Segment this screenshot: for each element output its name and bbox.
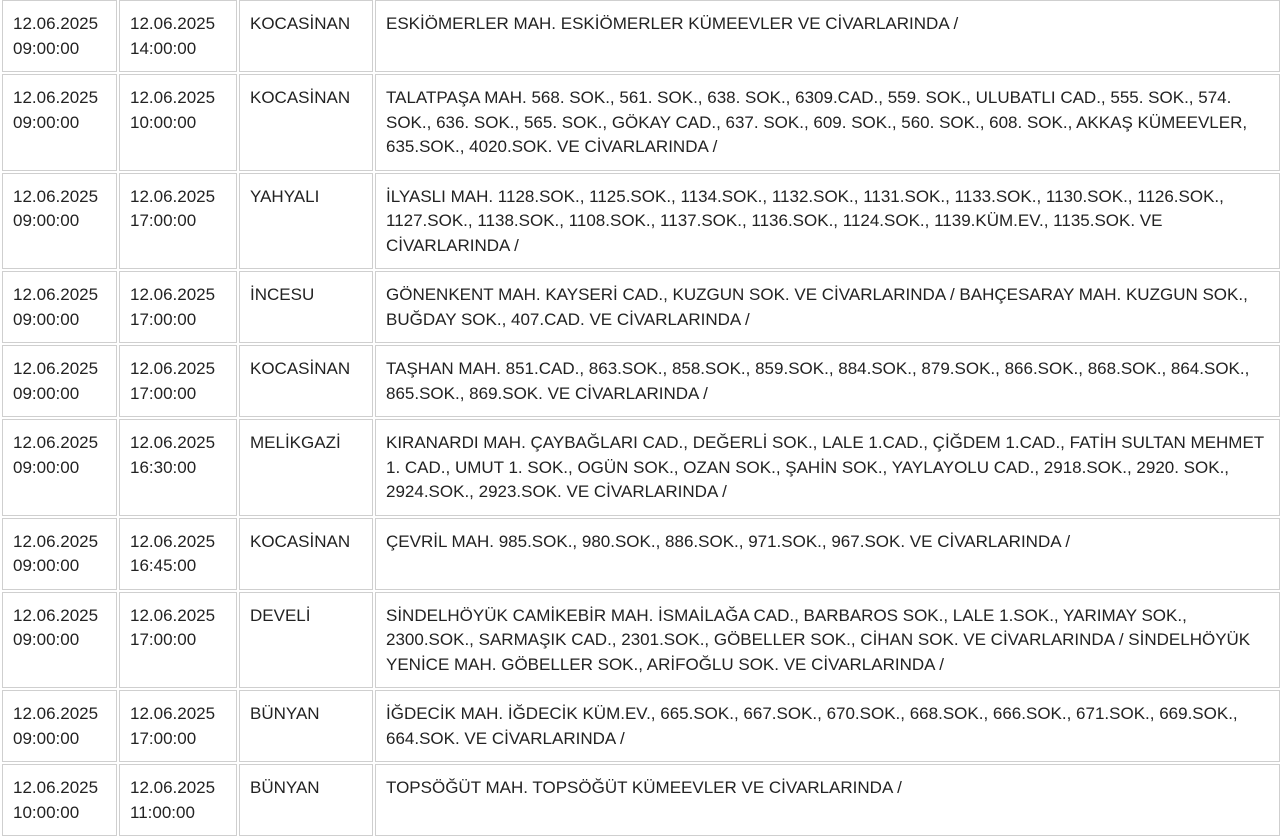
location-cell: GÖNENKENT MAH. KAYSERİ CAD., KUZGUN SOK. VE CİVARLARINDA / BAHÇESARAY MAH. KUZGUN SOK., BUĞDAY SOK., 407.CAD. VE CİVARLARINDA / bbox=[375, 271, 1280, 343]
end-time: 10:00:00 bbox=[130, 112, 197, 132]
table-row bbox=[2, 518, 1280, 590]
end-cell bbox=[119, 345, 237, 417]
start-date: 12.06.2025 bbox=[13, 778, 99, 797]
start-date: 12.06.2025 bbox=[13, 88, 99, 107]
table-row bbox=[2, 592, 1280, 689]
start-cell bbox=[2, 518, 117, 590]
start-date: 12.06.2025 bbox=[13, 359, 99, 378]
end-time: 17:00:00 bbox=[130, 309, 197, 329]
end-date: 12.06.2025 bbox=[130, 605, 216, 625]
end-time: 11:00:00 bbox=[130, 802, 195, 822]
start-time: 10:00:00 bbox=[13, 802, 80, 822]
end-cell bbox=[119, 419, 237, 516]
end-cell bbox=[119, 74, 237, 171]
location-cell: ÇEVRİL MAH. 985.SOK., 980.SOK., 886.SOK., 971.SOK., 967.SOK. VE CİVARLARINDA / bbox=[375, 518, 1280, 590]
end-cell bbox=[119, 764, 237, 836]
end-cell bbox=[119, 518, 237, 590]
start-cell bbox=[2, 345, 117, 417]
location-cell: ESKİÖMERLER MAH. ESKİÖMERLER KÜMEEVLER VE CİVARLARINDA / bbox=[375, 0, 1280, 72]
end-date: 12.06.2025 bbox=[130, 531, 216, 551]
start-cell bbox=[2, 690, 117, 762]
table-row bbox=[2, 345, 1280, 417]
start-time: 09:00:00 bbox=[13, 630, 80, 649]
end-date: 12.06.2025 bbox=[130, 359, 216, 378]
start-cell bbox=[2, 419, 117, 516]
end-cell bbox=[119, 0, 237, 72]
start-cell bbox=[2, 271, 117, 343]
end-date: 12.06.2025 bbox=[130, 433, 216, 452]
start-cell bbox=[2, 592, 117, 689]
start-cell bbox=[2, 0, 117, 72]
start-date: 12.06.2025 bbox=[13, 704, 99, 723]
district-cell: KOCASİNAN bbox=[239, 518, 373, 590]
location-cell: TOPSÖĞÜT MAH. TOPSÖĞÜT KÜMEEVLER VE CİVARLARINDA / bbox=[375, 764, 1280, 836]
end-cell bbox=[119, 592, 237, 689]
district-cell: İNCESU bbox=[239, 271, 373, 343]
district-cell: MELİKGAZİ bbox=[239, 419, 373, 516]
start-date: 12.06.2025 bbox=[13, 14, 99, 33]
end-date: 12.06.2025 bbox=[130, 88, 216, 107]
district-cell: BÜNYAN bbox=[239, 764, 373, 836]
end-cell bbox=[119, 271, 237, 343]
start-time: 09:00:00 bbox=[13, 457, 80, 477]
end-date: 12.06.2025 bbox=[130, 778, 216, 797]
district-cell: KOCASİNAN bbox=[239, 345, 373, 417]
district-cell: KOCASİNAN bbox=[239, 0, 373, 72]
table-row bbox=[2, 74, 1280, 171]
start-cell bbox=[2, 764, 117, 836]
table-row bbox=[2, 690, 1280, 762]
end-cell bbox=[119, 690, 237, 762]
end-date: 12.06.2025 bbox=[130, 704, 216, 723]
table-row bbox=[2, 419, 1280, 516]
district-cell: YAHYALI bbox=[239, 173, 373, 270]
end-date: 12.06.2025 bbox=[130, 285, 216, 304]
district-cell: KOCASİNAN bbox=[239, 74, 373, 171]
end-time: 17:00:00 bbox=[130, 630, 197, 649]
end-time: 17:00:00 bbox=[130, 383, 197, 403]
start-date: 12.06.2025 bbox=[13, 531, 99, 551]
end-time: 14:00:00 bbox=[130, 38, 197, 58]
start-time: 09:00:00 bbox=[13, 728, 80, 748]
start-time: 09:00:00 bbox=[13, 383, 80, 403]
start-time: 09:00:00 bbox=[13, 112, 80, 132]
location-cell: İĞDECİK MAH. İĞDECİK KÜM.EV., 665.SOK., 667.SOK., 670.SOK., 668.SOK., 666.SOK., 671.SOK., 669.SOK., 664.SOK. VE CİVARLARINDA / bbox=[375, 690, 1280, 762]
start-date: 12.06.2025 bbox=[13, 285, 99, 304]
start-time: 09:00:00 bbox=[13, 309, 80, 329]
district-cell: DEVELİ bbox=[239, 592, 373, 689]
table-row bbox=[2, 764, 1280, 836]
table-row bbox=[2, 0, 1280, 72]
end-cell bbox=[119, 173, 237, 270]
location-cell: SİNDELHÖYÜK CAMİKEBİR MAH. İSMAİLAĞA CAD., BARBAROS SOK., LALE 1.SOK., YARIMAY SOK., 2300.SOK., SARMAŞIK CAD., 2301.SOK., GÖBELLER SOK., CİHAN SOK. VE CİVARLARINDA / SİNDELHÖYÜK YENİCE MAH. GÖBELLER SOK., ARİFOĞLU SOK. VE CİVARLARINDA / bbox=[375, 592, 1280, 689]
end-time: 16:45:00 bbox=[130, 556, 197, 575]
start-time: 09:00:00 bbox=[13, 38, 80, 58]
location-cell: İLYASLI MAH. 1128.SOK., 1125.SOK., 1134.SOK., 1132.SOK., 1131.SOK., 1133.SOK., 1130.SOK., 1126.SOK., 1127.SOK., 1138.SOK., 1108.SOK., 1137.SOK., 1136.SOK., 1124.SOK., 1139.KÜM.EV., 1135.SOK. VE CİVARLARINDA / bbox=[375, 173, 1280, 270]
end-time: 17:00:00 bbox=[130, 728, 197, 748]
start-time: 09:00:00 bbox=[13, 556, 80, 575]
start-cell bbox=[2, 74, 117, 171]
start-cell bbox=[2, 173, 117, 270]
end-time: 16:30:00 bbox=[130, 457, 197, 477]
district-cell: BÜNYAN bbox=[239, 690, 373, 762]
location-cell: KIRANARDI MAH. ÇAYBAĞLARI CAD., DEĞERLİ SOK., LALE 1.CAD., ÇİĞDEM 1.CAD., FATİH SULTAN MEHMET 1. CAD., UMUT 1. SOK., OGÜN SOK., OZAN SOK., ŞAHİN SOK., YAYLAYOLU CAD., 2918.SOK., 2920. SOK., 2924.SOK., 2923.SOK. VE CİVARLARINDA / bbox=[375, 419, 1280, 516]
location-cell: TALATPAŞA MAH. 568. SOK., 561. SOK., 638. SOK., 6309.CAD., 559. SOK., ULUBATLI CAD., 555. SOK., 574. SOK., 636. SOK., 565. SOK., GÖKAY CAD., 637. SOK., 609. SOK., 560. SOK., 608. SOK., AKKAŞ KÜMEEVLER, 635.SOK., 4020.SOK. VE CİVARLARINDA / bbox=[375, 74, 1280, 171]
end-date: 12.06.2025 bbox=[130, 14, 216, 33]
start-date: 12.06.2025 bbox=[13, 433, 99, 452]
start-time: 09:00:00 bbox=[13, 211, 80, 230]
start-date: 12.06.2025 bbox=[13, 605, 99, 625]
end-date: 12.06.2025 bbox=[130, 186, 216, 206]
end-time: 17:00:00 bbox=[130, 211, 197, 230]
table-row bbox=[2, 173, 1280, 270]
table-row bbox=[2, 271, 1280, 343]
location-cell: TAŞHAN MAH. 851.CAD., 863.SOK., 858.SOK., 859.SOK., 884.SOK., 879.SOK., 866.SOK., 868.SOK., 864.SOK., 865.SOK., 869.SOK. VE CİVARLARINDA / bbox=[375, 345, 1280, 417]
start-date: 12.06.2025 bbox=[13, 186, 99, 206]
